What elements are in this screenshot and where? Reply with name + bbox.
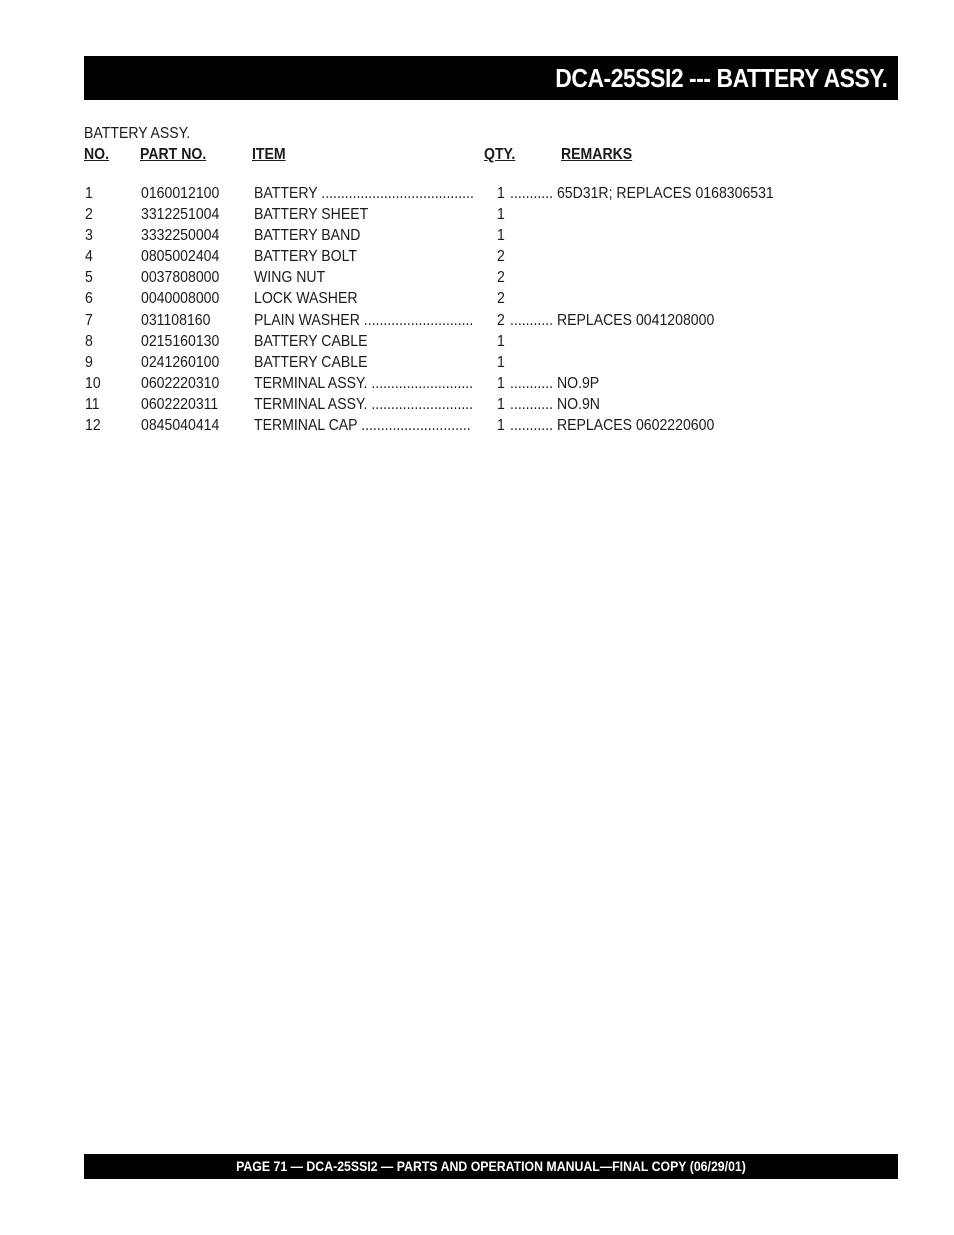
cell-part-no: 0805002404 <box>141 248 220 266</box>
cell-remarks: ........... 65D31R; REPLACES 0168306531 <box>510 185 774 202</box>
table-row <box>0 333 954 354</box>
column-header-item: ITEM <box>252 146 286 163</box>
cell-item: BATTERY SHEET <box>254 206 369 224</box>
cell-remarks: ........... REPLACES 0041208000 <box>510 311 715 329</box>
parts-table <box>0 185 954 438</box>
cell-part-no: 0241260100 <box>141 353 220 371</box>
cell-no: 6 <box>85 290 93 308</box>
table-row <box>0 396 954 417</box>
cell-item: BATTERY CABLE <box>254 332 368 350</box>
table-row <box>0 269 954 290</box>
cell-qty: 2 <box>497 290 505 308</box>
cell-item: LOCK WASHER <box>254 290 358 308</box>
cell-item: BATTERY ....................................... <box>254 185 474 202</box>
cell-part-no: 3312251004 <box>141 206 220 224</box>
cell-qty: 2 <box>497 311 505 329</box>
column-header-part-no: PART NO. <box>140 146 207 163</box>
cell-part-no: 0040008000 <box>141 290 220 308</box>
table-row <box>0 354 954 375</box>
column-header-no: NO. <box>84 146 110 163</box>
cell-part-no: 0845040414 <box>141 417 220 435</box>
cell-qty: 1 <box>497 353 505 371</box>
cell-qty: 1 <box>497 185 505 202</box>
cell-no: 10 <box>85 374 101 392</box>
cell-no: 7 <box>85 311 93 329</box>
cell-remarks: ........... NO.9N <box>510 395 600 413</box>
table-row <box>0 290 954 311</box>
page-title: DCA-25SSI2 --- BATTERY ASSY. <box>555 63 888 93</box>
cell-qty: 1 <box>497 332 505 350</box>
cell-remarks: ........... REPLACES 0602220600 <box>510 417 715 435</box>
cell-no: 3 <box>85 227 93 245</box>
cell-part-no: 0037808000 <box>141 269 220 287</box>
cell-qty: 1 <box>497 227 505 245</box>
cell-no: 12 <box>85 417 101 435</box>
column-header-remarks: REMARKS <box>561 146 633 163</box>
cell-item: TERMINAL ASSY. .......................... <box>254 374 474 392</box>
table-row <box>0 417 954 438</box>
cell-no: 5 <box>85 269 93 287</box>
table-row <box>0 185 954 206</box>
table-row <box>0 375 954 396</box>
table-row <box>0 227 954 248</box>
cell-qty: 1 <box>497 374 505 392</box>
footer-bar <box>84 1154 898 1179</box>
cell-part-no: 0602220311 <box>141 395 219 413</box>
title-bar <box>84 56 898 100</box>
cell-no: 1 <box>85 185 93 202</box>
cell-item: PLAIN WASHER ............................ <box>254 311 474 329</box>
page-footer: PAGE 71 — DCA-25SSI2 — PARTS AND OPERATION MANUAL—FINAL COPY (06/29/01) <box>236 1158 746 1174</box>
cell-part-no: 0602220310 <box>141 374 220 392</box>
cell-item: BATTERY BOLT <box>254 248 358 266</box>
cell-item: BATTERY BAND <box>254 227 361 245</box>
cell-qty: 2 <box>497 248 505 266</box>
section-label: BATTERY ASSY. <box>84 125 191 142</box>
column-header-qty: QTY. <box>484 146 516 163</box>
cell-part-no: 3332250004 <box>141 227 220 245</box>
table-row <box>0 248 954 269</box>
table-row <box>0 312 954 333</box>
cell-part-no: 0215160130 <box>141 332 220 350</box>
cell-no: 11 <box>85 395 100 413</box>
cell-part-no: 031108160 <box>141 311 211 329</box>
cell-part-no: 0160012100 <box>141 185 220 202</box>
cell-qty: 1 <box>497 395 505 413</box>
cell-no: 8 <box>85 332 93 350</box>
cell-no: 9 <box>85 353 93 371</box>
cell-item: TERMINAL CAP ............................ <box>254 417 471 435</box>
cell-qty: 2 <box>497 269 505 287</box>
table-row <box>0 206 954 227</box>
cell-qty: 1 <box>497 206 505 224</box>
cell-no: 2 <box>85 206 93 224</box>
cell-item: BATTERY CABLE <box>254 353 368 371</box>
cell-item: WING NUT <box>254 269 326 287</box>
cell-qty: 1 <box>497 417 505 435</box>
cell-remarks: ........... NO.9P <box>510 374 600 392</box>
cell-no: 4 <box>85 248 93 266</box>
cell-item: TERMINAL ASSY. .......................... <box>254 395 474 413</box>
